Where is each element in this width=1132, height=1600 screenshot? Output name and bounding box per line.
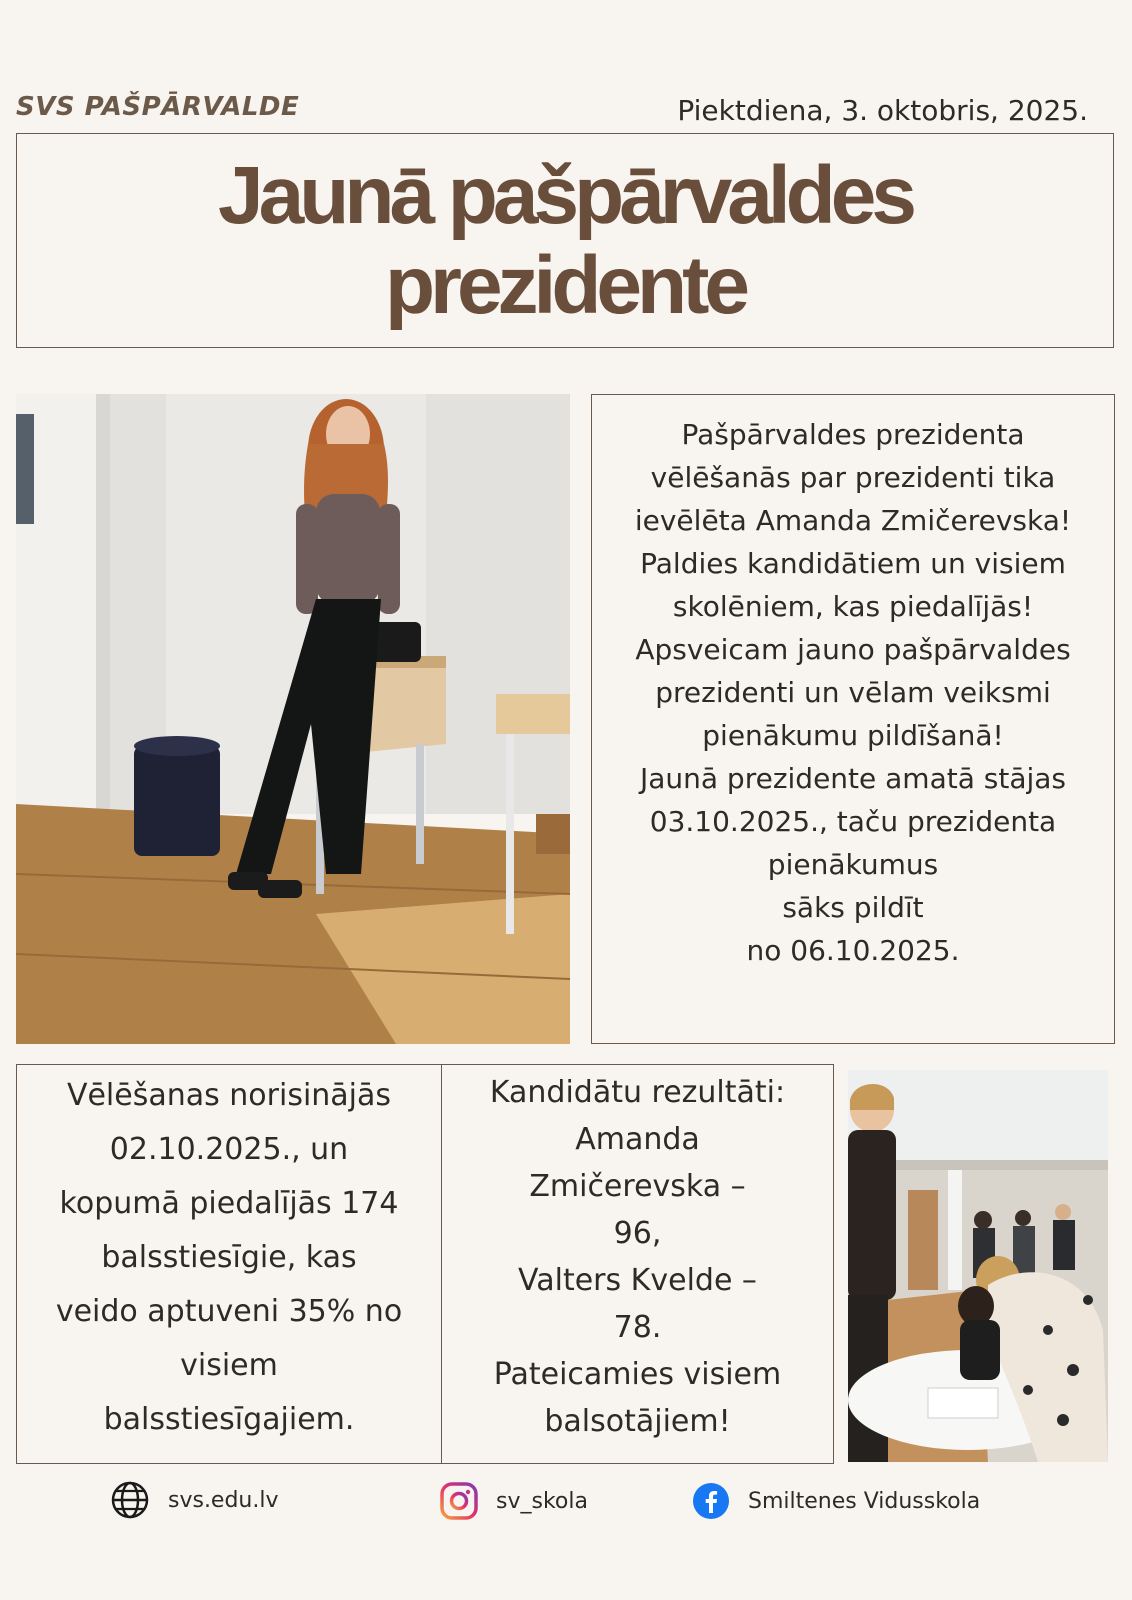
- facebook-page[interactable]: Smiltenes Vidusskola: [748, 1488, 981, 1514]
- election-info-line: balsstiesīgie, kas: [101, 1240, 357, 1275]
- headline-line-1: Jaunā pašpārvaldes: [218, 149, 912, 241]
- election-info-line: kopumā piedalījās 174: [59, 1186, 399, 1221]
- issue-date: Piektdiena, 3. oktobris, 2025.: [677, 94, 1088, 127]
- results-line: Pateicamies visiem: [493, 1357, 782, 1392]
- announcement-line: Paldies kandidātiem un visiem: [640, 547, 1066, 580]
- headline-line-2: prezidente: [384, 239, 746, 331]
- results-line: 78.: [613, 1310, 662, 1345]
- announcement-line: Jaunā prezidente amatā stājas: [639, 762, 1067, 795]
- announcement-line: prezidenti un vēlam veiksmi: [655, 676, 1051, 709]
- announcement-line: pienākumus: [767, 848, 939, 881]
- announcement-line: no 06.10.2025.: [746, 934, 960, 967]
- results-box: [441, 1064, 834, 1464]
- results-line: Zmičerevska –: [529, 1169, 746, 1204]
- election-info-line: veido aptuveni 35% no: [55, 1294, 403, 1329]
- announcement-box: [591, 394, 1115, 1044]
- results-line: balsotājiem!: [544, 1404, 731, 1439]
- headline: [218, 151, 912, 331]
- results-line: Amanda: [575, 1122, 700, 1157]
- results-line: 96,: [613, 1216, 662, 1251]
- footer-facebook[interactable]: [692, 1482, 980, 1520]
- election-info-line: 02.10.2025., un: [109, 1132, 349, 1167]
- voting-photo: [848, 1070, 1108, 1462]
- facebook-icon: [692, 1482, 730, 1520]
- president-photo: [16, 394, 570, 1044]
- headline-box: [16, 133, 1114, 348]
- announcement-line: Apsveicam jauno pašpārvaldes: [635, 633, 1071, 666]
- instagram-handle[interactable]: sv_skola: [496, 1488, 588, 1514]
- results-line: Valters Kvelde –: [518, 1263, 757, 1298]
- announcement-line: ievēlēta Amanda Zmičerevska!: [634, 504, 1072, 537]
- globe-icon: [110, 1480, 150, 1520]
- results-line: Kandidātu rezultāti:: [489, 1075, 786, 1110]
- announcement-line: sāks pildīt: [782, 891, 924, 924]
- instagram-icon: [440, 1482, 478, 1520]
- election-info-line: Vēlēšanas norisinājās: [66, 1078, 392, 1113]
- website-link[interactable]: svs.edu.lv: [168, 1487, 279, 1513]
- election-info-line: balsstiesīgajiem.: [103, 1402, 355, 1437]
- footer-website[interactable]: [110, 1480, 279, 1520]
- election-info-box: [16, 1064, 442, 1464]
- announcement-line: vēlēšanās par prezidenti tika: [650, 461, 1056, 494]
- footer-instagram[interactable]: [440, 1482, 588, 1520]
- election-info-line: visiem: [180, 1348, 278, 1383]
- announcement-line: 03.10.2025., taču prezidenta: [649, 805, 1057, 838]
- brand-label: SVS PAŠPĀRVALDE: [16, 92, 300, 122]
- announcement-line: pienākumu pildīšanā!: [702, 719, 1004, 752]
- announcement-line: Pašpārvaldes prezidenta: [681, 418, 1025, 451]
- announcement-line: skolēniem, kas piedalījās!: [672, 590, 1034, 623]
